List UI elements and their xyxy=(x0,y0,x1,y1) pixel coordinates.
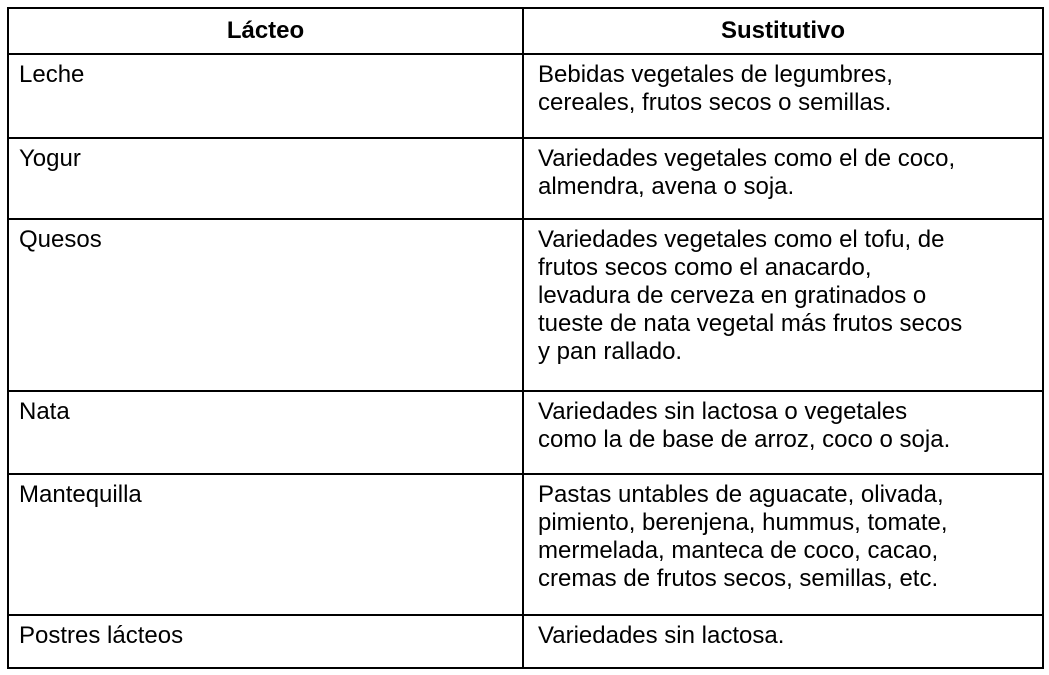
sustitutivo-line: Variedades sin lactosa. xyxy=(538,622,785,649)
sustitutivo-line: mermelada, manteca de coco, cacao, xyxy=(538,537,939,564)
sustitutivo-line: Variedades vegetales como el de coco, xyxy=(538,145,956,172)
sustitutivo-line: y pan rallado. xyxy=(538,338,683,365)
sustitutivo-line: cremas de frutos secos, semillas, etc. xyxy=(538,565,939,592)
table-row xyxy=(8,219,1043,391)
table-row xyxy=(8,474,1043,615)
sustitutivo-line: cereales, frutos secos o semillas. xyxy=(538,89,892,116)
dairy-substitutes-table xyxy=(7,7,1044,669)
sustitutivo-line: almendra, avena o soja. xyxy=(538,173,795,200)
table-row xyxy=(8,54,1043,138)
sustitutivo-line: levadura de cerveza en gratinados o xyxy=(538,282,927,309)
lacteo-cell: Postres lácteos xyxy=(8,615,523,668)
sustitutivo-cell xyxy=(523,615,1043,668)
sustitutivo-line: Pastas untables de aguacate, olivada, xyxy=(538,481,944,508)
sustitutivo-line: pimiento, berenjena, hummus, tomate, xyxy=(538,509,948,536)
sustitutivo-line: Variedades vegetales como el tofu, de xyxy=(538,226,945,253)
sustitutivo-line: tueste de nata vegetal más frutos secos xyxy=(538,310,963,337)
lacteo-cell: Leche xyxy=(8,54,523,138)
sustitutivo-line: Bebidas vegetales de legumbres, xyxy=(538,61,893,88)
sustitutivo-line: Variedades sin lactosa o vegetales xyxy=(538,398,908,425)
sustitutivo-line: frutos secos como el anacardo, xyxy=(538,254,872,281)
lacteo-cell: Nata xyxy=(8,391,523,474)
sustitutivo-cell xyxy=(523,391,1043,474)
lacteo-cell: Quesos xyxy=(8,219,523,391)
table-header-row xyxy=(8,8,1043,54)
sustitutivo-cell xyxy=(523,474,1043,615)
header-sustitutivo: Sustitutivo xyxy=(523,8,1043,54)
table-row xyxy=(8,138,1043,219)
lacteo-cell: Mantequilla xyxy=(8,474,523,615)
sustitutivo-cell xyxy=(523,219,1043,391)
header-lacteo: Lácteo xyxy=(8,8,523,54)
sustitutivo-cell xyxy=(523,138,1043,219)
sustitutivo-cell xyxy=(523,54,1043,138)
lacteo-cell: Yogur xyxy=(8,138,523,219)
table-row xyxy=(8,615,1043,668)
sustitutivo-line: como la de base de arroz, coco o soja. xyxy=(538,426,951,453)
table-row xyxy=(8,391,1043,474)
